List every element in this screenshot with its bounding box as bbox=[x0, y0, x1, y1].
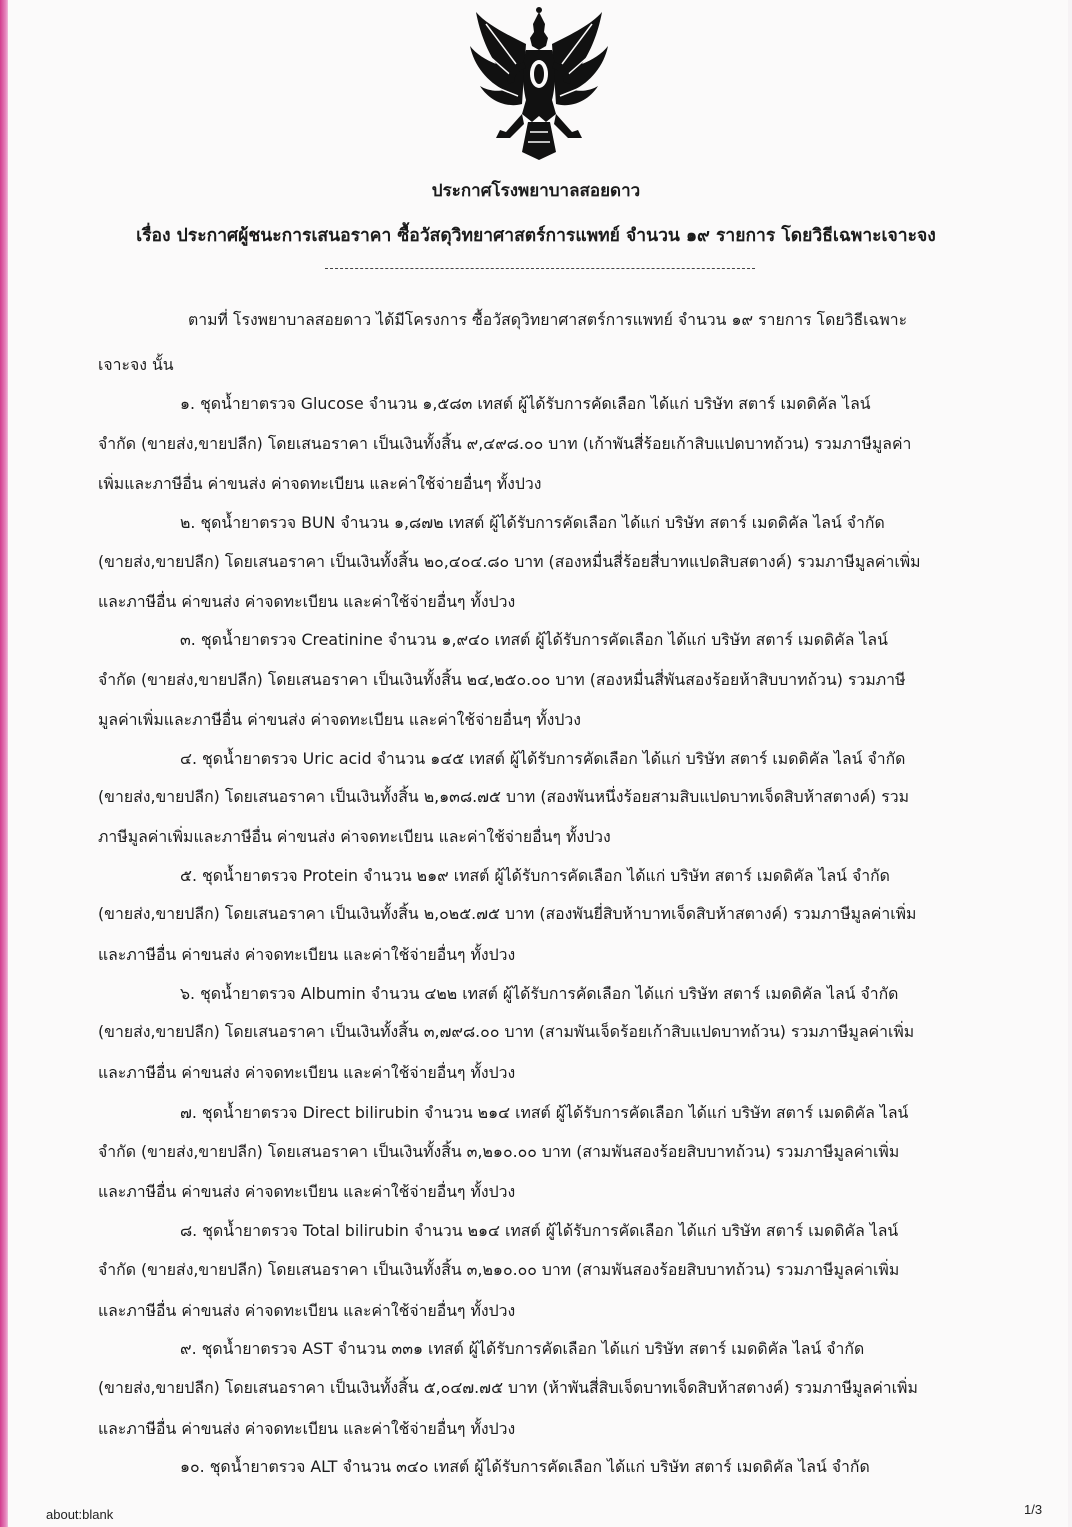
announcement-subject: เรื่อง ประกาศผู้ชนะการเสนอราคา ซื้อวัสดุวิทยาศาสตร์การแพทย์ จำนวน ๑๙ รายการ โดยวิธีเฉพาะเจาะจง bbox=[136, 226, 936, 246]
item-5-line-1: ๕. ชุดน้ำยาตรวจ Protein จำนวน ๒๑๙ เทสต์ ผู้ได้รับการคัดเลือก ได้แก่ บริษัท สตาร์ เมดดิคัล ไลน์ จำกัด bbox=[180, 866, 890, 885]
announcement-title: ประกาศโรงพยาบาลสอยดาว bbox=[431, 181, 641, 201]
footer-url: about:blank bbox=[46, 1507, 114, 1522]
intro-line-2: เจาะจง นั้น bbox=[98, 355, 174, 374]
item-8-line-1: ๘. ชุดน้ำยาตรวจ Total bilirubin จำนวน ๒๑๔ เทสต์ ผู้ได้รับการคัดเลือก ได้แก่ บริษัท สตาร์ เมดดิคัล ไลน์ bbox=[180, 1221, 899, 1240]
item-6-line-3: และภาษีอื่น ค่าขนส่ง ค่าจดทะเบียน และค่าใช้จ่ายอื่นๆ ทั้งปวง bbox=[98, 1063, 516, 1082]
item-3-line-3: มูลค่าเพิ่มและภาษีอื่น ค่าขนส่ง ค่าจดทะเบียน และค่าใช้จ่ายอื่นๆ ทั้งปวง bbox=[98, 710, 582, 729]
item-1-line-3: เพิ่มและภาษีอื่น ค่าขนส่ง ค่าจดทะเบียน และค่าใช้จ่ายอื่นๆ ทั้งปวง bbox=[98, 474, 542, 493]
item-9-line-3: และภาษีอื่น ค่าขนส่ง ค่าจดทะเบียน และค่าใช้จ่ายอื่นๆ ทั้งปวง bbox=[98, 1419, 516, 1438]
item-3-line-2: จำกัด (ขายส่ง,ขายปลีก) โดยเสนอราคา เป็นเงินทั้งสิ้น ๒๔,๒๕๐.๐๐ บาท (สองหมื่นสี่พันสองร้อยห้าสิบบาทถ้วน) รวมภาษี bbox=[98, 670, 906, 689]
item-1-line-2: จำกัด (ขายส่ง,ขายปลีก) โดยเสนอราคา เป็นเงินทั้งสิ้น ๙,๔๙๘.๐๐ บาท (เก้าพันสี่ร้อยเก้าสิบแปดบาทถ้วน) รวมภาษีมูลค่า bbox=[98, 434, 912, 453]
item-9-line-2: (ขายส่ง,ขายปลีก) โดยเสนอราคา เป็นเงินทั้งสิ้น ๕,๐๔๗.๗๕ บาท (ห้าพันสี่สิบเจ็ดบาทเจ็ดสิบห้าสตางค์) รวมภาษีมูลค่าเพิ่ม bbox=[98, 1378, 918, 1397]
item-4-line-3: ภาษีมูลค่าเพิ่มและภาษีอื่น ค่าขนส่ง ค่าจดทะเบียน และค่าใช้จ่ายอื่นๆ ทั้งปวง bbox=[98, 827, 611, 846]
item-8-line-3: และภาษีอื่น ค่าขนส่ง ค่าจดทะเบียน และค่าใช้จ่ายอื่นๆ ทั้งปวง bbox=[98, 1301, 516, 1320]
header-divider bbox=[325, 268, 755, 269]
item-6-line-2: (ขายส่ง,ขายปลีก) โดยเสนอราคา เป็นเงินทั้งสิ้น ๓,๗๙๘.๐๐ บาท (สามพันเจ็ดร้อยเก้าสิบแปดบาทถ้วน) รวมภาษีมูลค่าเพิ่ม bbox=[98, 1022, 915, 1041]
item-3-line-1: ๓. ชุดน้ำยาตรวจ Creatinine จำนวน ๑,๙๔๐ เทสต์ ผู้ได้รับการคัดเลือก ได้แก่ บริษัท สตาร์ เมดดิคัล ไลน์ bbox=[180, 630, 888, 649]
item-6-line-1: ๖. ชุดน้ำยาตรวจ Albumin จำนวน ๔๒๒ เทสต์ ผู้ได้รับการคัดเลือก ได้แก่ บริษัท สตาร์ เมดดิคัล ไลน์ จำกัด bbox=[180, 984, 899, 1003]
item-4-line-1: ๔. ชุดน้ำยาตรวจ Uric acid จำนวน ๑๔๕ เทสต์ ผู้ได้รับการคัดเลือก ได้แก่ บริษัท สตาร์ เมดดิคัล ไลน์ จำกัด bbox=[180, 749, 906, 768]
garuda-emblem-icon bbox=[466, 4, 612, 164]
item-7-line-1: ๗. ชุดน้ำยาตรวจ Direct bilirubin จำนวน ๒๑๔ เทสต์ ผู้ได้รับการคัดเลือก ได้แก่ บริษัท สตาร์ เมดดิคัล ไลน์ bbox=[180, 1103, 909, 1122]
item-9-line-1: ๙. ชุดน้ำยาตรวจ AST จำนวน ๓๓๑ เทสต์ ผู้ได้รับการคัดเลือก ได้แก่ บริษัท สตาร์ เมดดิคัล ไลน์ จำกัด bbox=[180, 1339, 865, 1358]
item-2-line-1: ๒. ชุดน้ำยาตรวจ BUN จำนวน ๑,๘๗๒ เทสต์ ผู้ได้รับการคัดเลือก ได้แก่ บริษัท สตาร์ เมดดิคัล ไลน์ จำกัด bbox=[180, 513, 885, 532]
intro-line-1: ตามที่ โรงพยาบาลสอยดาว ได้มีโครงการ ซื้อวัสดุวิทยาศาสตร์การแพทย์ จำนวน ๑๙ รายการ โดยวิธีเฉพาะ bbox=[188, 310, 908, 329]
item-7-line-3: และภาษีอื่น ค่าขนส่ง ค่าจดทะเบียน และค่าใช้จ่ายอื่นๆ ทั้งปวง bbox=[98, 1182, 516, 1201]
item-2-line-2: (ขายส่ง,ขายปลีก) โดยเสนอราคา เป็นเงินทั้งสิ้น ๒๐,๔๐๔.๘๐ บาท (สองหมื่นสี่ร้อยสี่บาทแปดสิบสตางค์) รวมภาษีมูลค่าเพิ่ม bbox=[98, 552, 921, 571]
footer-page-number: 1/3 bbox=[1024, 1502, 1043, 1517]
item-7-line-2: จำกัด (ขายส่ง,ขายปลีก) โดยเสนอราคา เป็นเงินทั้งสิ้น ๓,๒๑๐.๐๐ บาท (สามพันสองร้อยสิบบาทถ้วน) รวมภาษีมูลค่าเพิ่ม bbox=[98, 1142, 900, 1161]
item-5-line-2: (ขายส่ง,ขายปลีก) โดยเสนอราคา เป็นเงินทั้งสิ้น ๒,๐๒๕.๗๕ บาท (สองพันยี่สิบห้าบาทเจ็ดสิบห้าสตางค์) รวมภาษีมูลค่าเพิ่ม bbox=[98, 904, 917, 923]
item-10-line-1: ๑๐. ชุดน้ำยาตรวจ ALT จำนวน ๓๔๐ เทสต์ ผู้ได้รับการคัดเลือก ได้แก่ บริษัท สตาร์ เมดดิคัล ไลน์ จำกัด bbox=[180, 1457, 870, 1476]
item-4-line-2: (ขายส่ง,ขายปลีก) โดยเสนอราคา เป็นเงินทั้งสิ้น ๒,๑๓๘.๗๕ บาท (สองพันหนึ่งร้อยสามสิบแปดบาทเจ็ดสิบห้าสตางค์) รวม bbox=[98, 787, 909, 806]
item-2-line-3: และภาษีอื่น ค่าขนส่ง ค่าจดทะเบียน และค่าใช้จ่ายอื่นๆ ทั้งปวง bbox=[98, 592, 516, 611]
item-1-line-1: ๑. ชุดน้ำยาตรวจ Glucose จำนวน ๑,๕๘๓ เทสต์ ผู้ได้รับการคัดเลือก ได้แก่ บริษัท สตาร์ เมดดิคัล ไลน์ bbox=[180, 394, 871, 413]
item-8-line-2: จำกัด (ขายส่ง,ขายปลีก) โดยเสนอราคา เป็นเงินทั้งสิ้น ๓,๒๑๐.๐๐ บาท (สามพันสองร้อยสิบบาทถ้วน) รวมภาษีมูลค่าเพิ่ม bbox=[98, 1260, 900, 1279]
item-5-line-3: และภาษีอื่น ค่าขนส่ง ค่าจดทะเบียน และค่าใช้จ่ายอื่นๆ ทั้งปวง bbox=[98, 945, 516, 964]
